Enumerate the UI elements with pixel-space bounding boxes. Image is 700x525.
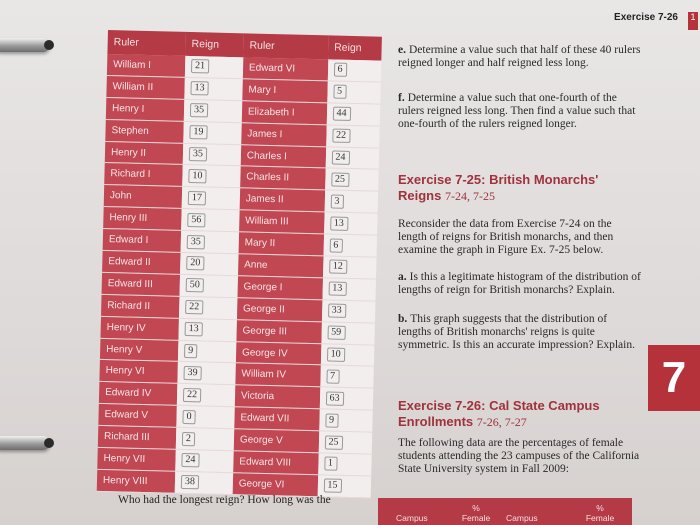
ruler-cell-value: Edward III <box>107 277 153 291</box>
ruler-cell-value: Edward IV <box>104 387 152 400</box>
ruler-cell <box>102 250 180 274</box>
exercise-7-25-body: Reconsider the data from Exercise 7-24 on the length of reigns for British monarchs, and then examine the graph in Figure Ex. 7-25 below. <box>398 218 614 256</box>
binder-ring <box>0 436 50 450</box>
ruler-cell <box>101 294 179 318</box>
col-header-campus: Campus <box>396 513 428 523</box>
col-header-ruler: Ruler <box>243 33 328 59</box>
binder-hole <box>44 438 54 448</box>
ruler-cell <box>238 232 323 256</box>
reign-cell <box>318 453 372 476</box>
ruler-cell <box>105 119 183 143</box>
reign-cell-value: 24 <box>181 453 199 467</box>
reign-cell <box>327 81 381 104</box>
ruler-cell <box>238 254 323 278</box>
ruler-cell-value: Richard I <box>110 168 151 181</box>
ruler-cell-value: Elizabeth I <box>247 106 295 119</box>
reign-cell-value: 13 <box>328 282 346 296</box>
reign-cell-value: 25 <box>324 435 342 449</box>
ruler-cell <box>241 144 326 168</box>
reign-cell-value: 17 <box>188 191 206 205</box>
reign-cell <box>326 125 380 148</box>
ruler-cell <box>235 363 320 387</box>
bottom-question: Who had the longest reign? How long was the <box>118 494 331 506</box>
reign-cell <box>182 165 240 188</box>
ruler-cell <box>240 188 325 212</box>
reign-cell-value: 21 <box>191 59 209 73</box>
reign-cell <box>175 449 233 472</box>
reign-cell-value: 9 <box>325 413 338 427</box>
reign-cell-value: 9 <box>184 344 197 358</box>
ruler-cell <box>234 429 319 453</box>
reign-cell-value: 1 <box>324 457 337 471</box>
ruler-cell <box>242 79 327 103</box>
reign-cell-value: 5 <box>333 85 346 99</box>
ruler-cell-value: George VI <box>238 478 285 491</box>
monarchs-table <box>97 30 382 498</box>
ruler-cell-value: Anne <box>244 259 268 271</box>
col-header-reign: Reign <box>328 35 382 60</box>
exercise-7-26-title: Exercise 7-26: Cal State Campus Enrollments 7-26, 7-27 <box>398 398 600 429</box>
enrollment-table-header <box>378 498 632 525</box>
ruler-cell <box>103 229 181 253</box>
binder-hole <box>44 40 54 50</box>
reign-cell <box>324 190 378 213</box>
exercise-7-26-body: The following data are the percentages of female students attending the 23 campuses of the California State University system in Fall 2009: <box>398 437 640 475</box>
reign-cell <box>322 278 376 301</box>
ruler-cell <box>233 451 318 475</box>
reign-cell <box>181 230 239 253</box>
reign-cell <box>318 431 372 454</box>
reign-cell <box>180 252 238 275</box>
ruler-cell <box>237 276 322 300</box>
col-header-percent-female: % Female <box>461 503 491 523</box>
ruler-cell-value: Henry VII <box>103 452 146 466</box>
ruler-cell <box>235 385 320 409</box>
ruler-cell <box>104 163 182 187</box>
reign-cell <box>326 103 380 126</box>
reign-cell-value: 38 <box>181 475 199 489</box>
reign-cell-value: 7 <box>326 369 339 383</box>
reign-cell-value: 33 <box>328 304 346 318</box>
reign-cell <box>323 256 377 279</box>
ruler-cell-value: Richard II <box>107 299 151 312</box>
ruler-cell-value: William I <box>113 59 152 71</box>
reign-cell <box>327 59 381 82</box>
ruler-cell-value: William IV <box>241 368 287 381</box>
reign-cell-value: 56 <box>187 213 205 227</box>
reign-cell-value: 10 <box>188 169 206 183</box>
ruler-cell-value: James II <box>245 193 284 206</box>
ruler-cell-value: Henry VIII <box>102 474 148 487</box>
running-header: Exercise 7-26 <box>614 12 678 23</box>
ruler-cell <box>98 404 176 428</box>
exercise-7-25-title: Exercise 7-25: British Monarchs' Reigns 7-24, 7-25 <box>398 172 599 203</box>
reign-cell-value: 20 <box>186 256 204 270</box>
reign-cell <box>321 321 375 344</box>
ruler-cell <box>237 298 322 322</box>
ruler-cell <box>104 185 182 209</box>
page-tab: 1 <box>688 12 698 30</box>
ruler-cell <box>107 54 185 77</box>
ruler-cell-value: Henry II <box>110 146 147 159</box>
col-header-percent-female: % Female <box>585 503 615 523</box>
ruler-cell <box>236 341 321 365</box>
ruler-cell-value: Edward II <box>108 256 151 269</box>
ruler-cell-value: Victoria <box>240 390 275 403</box>
ruler-cell <box>239 210 324 234</box>
reign-cell <box>178 318 236 341</box>
ruler-cell-value: Henry V <box>106 343 143 356</box>
ruler-cell-value: Henry III <box>109 212 148 225</box>
ruler-cell <box>98 426 176 450</box>
ruler-cell <box>97 447 175 471</box>
reign-cell-value: 3 <box>330 194 343 208</box>
ruler-cell <box>105 141 183 165</box>
reign-cell <box>177 384 235 407</box>
ruler-cell <box>233 473 318 497</box>
reign-cell-value: 35 <box>187 235 205 249</box>
ruler-cell <box>103 207 181 231</box>
ruler-cell-value: Charles II <box>246 171 290 184</box>
ruler-cell-value: Henry VI <box>105 365 145 378</box>
reign-cell-value: 2 <box>182 432 195 446</box>
reign-cell <box>321 300 375 323</box>
reign-cell <box>319 387 373 410</box>
ruler-cell <box>106 97 184 121</box>
reign-cell-value: 39 <box>183 366 201 380</box>
reign-cell <box>182 187 240 210</box>
reign-cell <box>184 77 242 100</box>
ruler-cell-value: George V <box>239 434 283 447</box>
ruler-cell-value: Edward V <box>104 409 149 422</box>
reign-cell <box>177 362 235 385</box>
ruler-cell <box>241 122 326 146</box>
reign-cell-value: 63 <box>325 391 343 405</box>
reign-cell <box>325 168 379 191</box>
ruler-cell <box>99 360 177 384</box>
ruler-cell-value: Richard III <box>103 431 150 444</box>
ruler-cell <box>97 469 175 493</box>
ruler-cell <box>100 316 178 340</box>
reign-cell <box>179 296 237 319</box>
reign-cell-value: 15 <box>323 479 341 493</box>
reign-cell-value: 6 <box>329 238 342 252</box>
ruler-cell <box>99 382 177 406</box>
item-a: a. Is this a legitimate histogram of the distribution of lengths of reign for British monarchs? Explain. <box>398 271 641 296</box>
ruler-cell-value: William II <box>112 80 154 93</box>
ruler-cell-value: Henry IV <box>106 321 146 334</box>
reign-cell-value: 12 <box>329 260 347 274</box>
item-f: f. Determine a value such that one-fourth of the rulers reigned less long. Then find a value such that one-fourth of the rulers reigned longer. <box>398 92 636 130</box>
col-header-ruler: Ruler <box>107 30 186 56</box>
reign-cell <box>176 406 234 429</box>
reign-cell <box>181 209 239 232</box>
ruler-cell-value: Mary II <box>244 237 276 250</box>
ruler-cell <box>242 101 327 125</box>
reign-cell <box>175 471 233 494</box>
reign-cell-value: 22 <box>185 300 203 314</box>
ruler-cell <box>234 407 319 431</box>
ruler-cell <box>106 75 184 99</box>
ruler-cell-value: George III <box>242 325 288 338</box>
ruler-cell-value: John <box>109 190 132 202</box>
reign-cell-value: 25 <box>331 172 349 186</box>
reign-cell-value: 13 <box>184 322 202 336</box>
ruler-cell <box>236 319 321 343</box>
ruler-cell-value: Edward VI <box>248 62 296 75</box>
reign-cell <box>323 234 377 257</box>
ruler-cell-value: Henry I <box>111 102 145 115</box>
ruler-cell <box>102 272 180 296</box>
ruler-cell-value: Mary I <box>248 84 277 96</box>
ruler-cell-value: Edward VII <box>240 412 290 425</box>
reign-cell <box>179 274 237 297</box>
ruler-cell-value: George II <box>242 303 285 316</box>
reign-cell-value: 50 <box>186 278 204 292</box>
reign-cell-value: 13 <box>190 81 208 95</box>
ruler-cell-value: Edward I <box>108 234 149 247</box>
ruler-cell <box>100 338 178 362</box>
reign-cell-value: 35 <box>189 147 207 161</box>
reign-cell-value: 59 <box>327 326 345 340</box>
ruler-cell-value: Edward VIII <box>239 456 292 469</box>
reign-cell <box>320 365 374 388</box>
ruler-cell <box>240 166 325 190</box>
binder-ring <box>0 38 50 52</box>
col-header-reign: Reign <box>185 32 243 57</box>
reign-cell <box>178 340 236 363</box>
reign-cell-value: 44 <box>332 107 350 121</box>
reign-cell-value: 22 <box>183 388 201 402</box>
reign-cell-value: 19 <box>189 125 207 139</box>
item-e: e. Determine a value such that half of these 40 rulers reigned longer and half reigned less long. <box>398 44 641 69</box>
reign-cell <box>184 99 242 122</box>
ruler-cell-value: George I <box>243 281 283 294</box>
reign-cell <box>325 146 379 169</box>
reign-cell <box>176 427 234 450</box>
reign-cell-value: 6 <box>333 63 346 77</box>
reign-cell-value: 24 <box>331 150 349 164</box>
ruler-cell-value: Stephen <box>111 124 149 137</box>
ruler-cell-value: William III <box>245 215 289 228</box>
reign-cell-value: 10 <box>326 347 344 361</box>
reign-cell <box>324 212 378 235</box>
col-header-campus: Campus <box>506 513 538 523</box>
reign-cell <box>185 56 243 79</box>
reign-cell <box>183 143 241 166</box>
reign-cell <box>319 409 373 432</box>
ruler-cell-value: Charles I <box>246 149 287 162</box>
reign-cell <box>320 343 374 366</box>
item-b: b. This graph suggests that the distribution of lengths of British monarchs' reigns is quite symmetric. Is this an accurate impression? Explain. <box>398 313 635 351</box>
ruler-cell <box>243 57 328 80</box>
chapter-tab: 7 <box>648 345 700 411</box>
reign-cell-value: 22 <box>332 129 350 143</box>
reign-cell <box>183 121 241 144</box>
reign-cell-value: 0 <box>182 410 195 424</box>
reign-cell-value: 13 <box>330 216 348 230</box>
ruler-cell-value: George IV <box>241 346 288 359</box>
ruler-cell-value: James I <box>247 128 283 140</box>
reign-cell-value: 35 <box>190 103 208 117</box>
